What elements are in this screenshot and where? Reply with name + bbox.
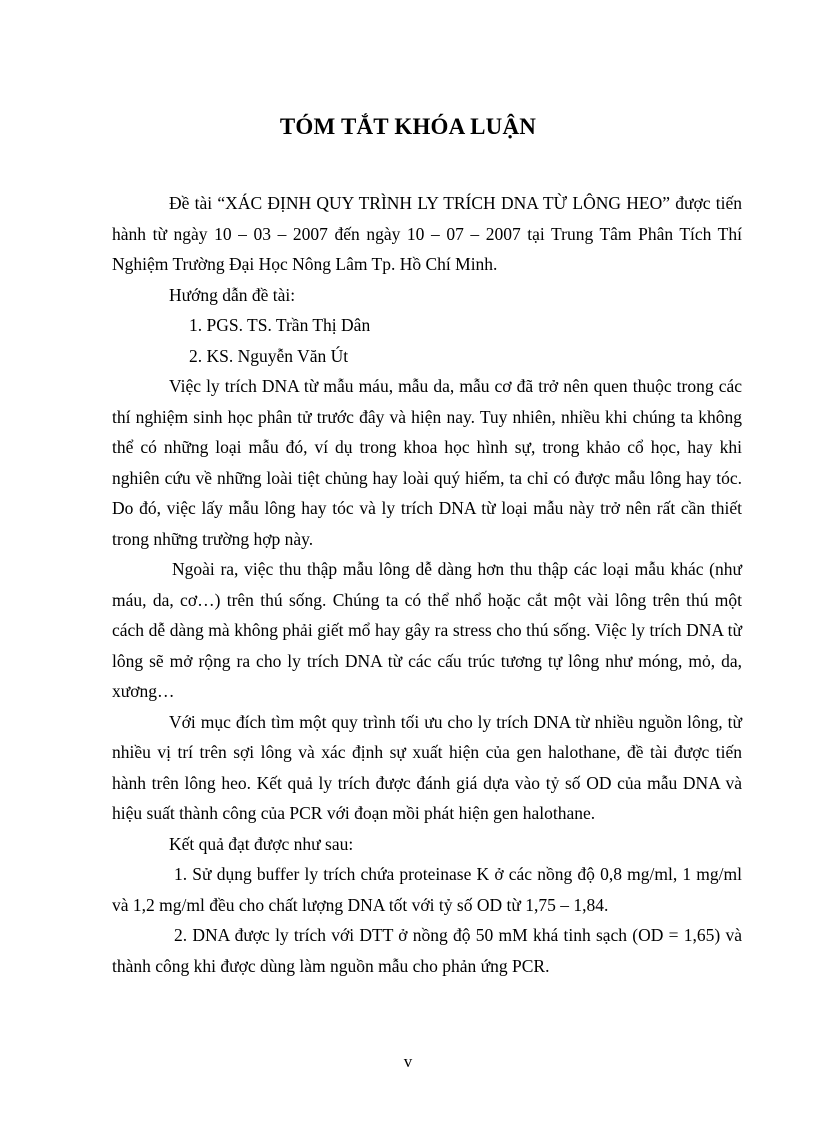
paragraph-background: Việc ly trích DNA từ mẫu máu, mẫu da, mẫu cơ đã trở nên quen thuộc trong các thí nghiệm sinh học phân tử trước đây và hiện nay. Tuy nhiên, nhiều khi chúng ta không thể có những loại mẫu đó, ví dụ trong khoa học hình sự, trong khảo cổ học, hay khi nghiên cứu về những loài tiệt chủng hay loài quý hiếm, ta chỉ có được mẫu lông hay tóc. Do đó, việc lấy mẫu lông hay tóc và ly trích DNA từ loại mẫu này trở nên rất cần thiết trong những trường hợp này. <box>112 376 742 549</box>
results-heading: Kết quả đạt được như sau: <box>169 833 354 854</box>
result-2: 2. DNA được ly trích với DTT ở nồng độ 50 mM khá tinh sạch (OD = 1,65) và thành công khi được dùng làm nguồn mẫu cho phản ứng PCR. <box>112 925 742 976</box>
paragraph-intro: Đề tài “XÁC ĐỊNH QUY TRÌNH LY TRÍCH DNA TỪ LÔNG HEO” được tiến hành từ ngày 10 – 03 – 2007 đến ngày 10 – 07 – 2007 tại Trung Tâm Phân Tích Thí Nghiệm Trường Đại Học Nông Lâm Tp. Hồ Chí Minh. <box>112 193 742 274</box>
advisor-2: 2. KS. Nguyễn Văn Út <box>189 345 349 366</box>
result-1: 1. Sử dụng buffer ly trích chứa proteinase K ở các nồng độ 0,8 mg/ml, 1 mg/ml và 1,2 mg/ml đều cho chất lượng DNA tốt với tỷ số OD từ 1,75 – 1,84. <box>112 864 742 915</box>
page-number: v <box>403 1052 413 1071</box>
advisor-1: 1. PGS. TS. Trần Thị Dân <box>189 315 371 335</box>
page-title: TÓM TẮT KHÓA LUẬN <box>279 114 537 139</box>
advisor-heading: Hướng dẫn đề tài: <box>169 284 296 305</box>
document-body <box>112 188 742 981</box>
paragraph-advantages: Ngoài ra, việc thu thập mẫu lông dễ dàng hơn thu thập các loại mẫu khác (như máu, da, cơ…) trên thú sống. Chúng ta có thể nhổ hoặc cắt một vài lông trên thú một cách dễ dàng mà không phải giết mổ hay gây ra stress cho thú sống. Việc ly trích DNA từ lông sẽ mở rộng ra cho ly trích DNA từ các cấu trúc tương tự lông như móng, mỏ, da, xương… <box>112 559 742 701</box>
paragraph-objective: Với mục đích tìm một quy trình tối ưu cho ly trích DNA từ nhiều nguồn lông, từ nhiều vị trí trên sợi lông và xác định sự xuất hiện của gen halothane, đề tài được tiến hành trên lông heo. Kết quả ly trích được đánh giá dựa vào tỷ số OD của mẫu DNA và hiệu suất thành công của PCR với đoạn mồi phát hiện gen halothane. <box>112 711 742 823</box>
